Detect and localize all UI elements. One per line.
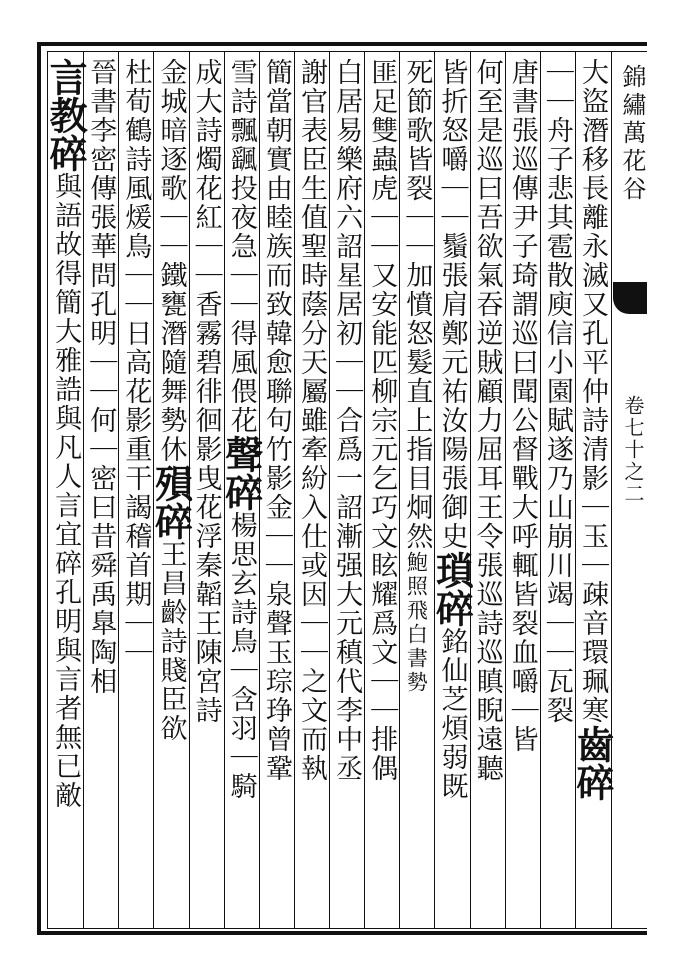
margin-volume-number: 卷七十之二 [621,395,645,505]
text-column [43,58,88,924]
column-text: 雪詩飄颻投夜急｜｜得風偎花 [225,58,257,435]
column-text: 晉書李密傳張華問孔明｜｜何｜密曰昔舜禹臯陶相 [85,58,117,696]
column-text: 鮑照飛白書勢 [404,551,429,695]
column-text: 何至是巡曰吾欲氣吞逆賊顧力屈耳王令張巡詩巡瞋睨遠聽 [471,58,503,783]
section-heading: 齒碎 [569,725,615,801]
column-text: 死節歌皆裂｜｜加憤怒髮直上指目炯然 [401,58,433,551]
column-text: 白居易樂府六詔星居初｜｜合爲一詔漸强大元稹代李中丞 [331,58,363,783]
fish-tail-mark-icon [613,282,647,314]
column-text: 杜荀鶴詩風煖鳥｜｜日高花影重 [120,58,152,464]
column-text: 干謁稽首期｜｜ [120,464,152,667]
column-text: 金城暗逐歌｜｜鐵甕潛隨舞勢休 [155,58,187,464]
section-heading: 殞碎 [148,464,194,540]
column-text: 皆折怒嚼｜｜鬚張肩鄭元祐汝陽張御史 [436,58,468,551]
section-heading: 聲碎 [218,435,264,511]
section-heading: 言教碎 [43,58,89,172]
column-text: 與語故得簡大雅誥與凡人言宜碎孔明與言者無已敵 [50,172,82,810]
column-text: 大盜潛移長離永滅又孔平仲詩清影｜玉｜疎音環珮寒 [576,58,608,725]
column-text: 銘仙芝煩弱既 [436,627,468,801]
column-text: 成大詩燭花紅｜｜香霧碧徘徊 [190,58,222,435]
column-text: 匪足雙蟲虎｜｜又安能匹柳宗元乞巧文眩耀爲文｜｜排偶 [366,58,398,783]
margin-book-title: 錦繡萬花谷 [618,64,646,204]
column-text: ｜｜舟子悲其雹散庾信小園賦遂乃山崩川竭｜｜瓦裂 [541,58,573,725]
column-text: 王昌齡詩賤臣欲 [155,540,187,743]
section-heading: 瑣碎 [429,551,475,627]
column-text: 簡當朝實由睦族而致韓愈聯句竹影金｜｜泉聲玉琮琤曾鞏 [260,58,292,783]
column-text: 謝官表臣生值聖時蔭分天屬雖牽紛入仕或因｜｜之文而執 [295,58,327,783]
column-text: 楊思玄詩鳥｜含羽｜騎 [225,511,257,801]
column-text: 唐書張巡傳尹子琦謂巡曰聞公督戰大呼輒皆裂血嚼｜皆 [506,58,538,754]
column-text: 影曳花浮秦韜王陳宮詩 [190,435,222,725]
